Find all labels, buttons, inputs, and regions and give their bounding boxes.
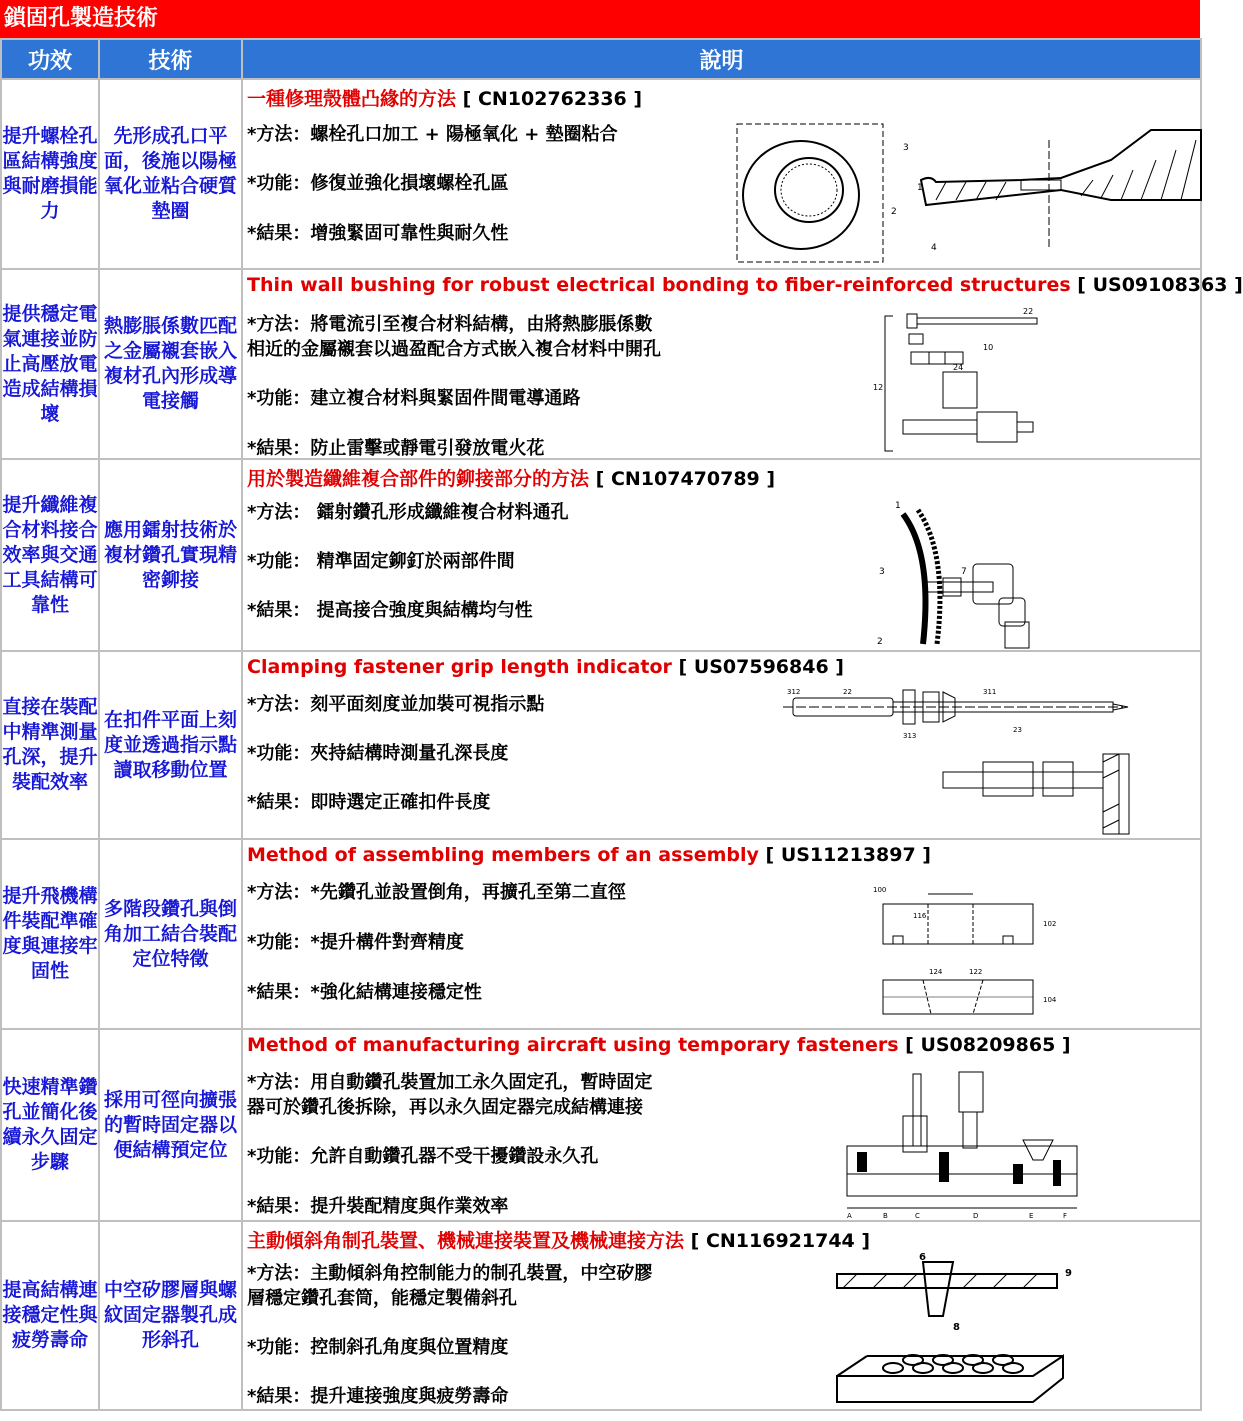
method-text: *方法：主動傾斜角控制能力的制孔裝置，中空矽膠 <box>247 1263 653 1284</box>
svg-text:B: B <box>883 1212 888 1220</box>
function-text: *功能：控制斜孔角度與位置精度 <box>247 1337 509 1358</box>
table-row <box>1 1029 1201 1221</box>
patent-figure <box>843 1064 1099 1218</box>
svg-text:3: 3 <box>903 143 909 153</box>
svg-text:2: 2 <box>877 637 883 647</box>
desc-cell <box>242 79 1201 269</box>
table-row <box>1 1221 1201 1410</box>
result-text: *結果：*強化結構連接穩定性 <box>247 982 482 1003</box>
desc-cell <box>242 1029 1201 1221</box>
svg-text:1: 1 <box>917 183 923 193</box>
method-text-cont: 層穩定鑽孔套筒，能穩定製備斜孔 <box>247 1288 517 1309</box>
result-text: *結果：提升裝配精度與作業效率 <box>247 1196 509 1217</box>
patent-title-line <box>247 84 1200 111</box>
patent-table <box>0 38 1243 1411</box>
desc-cell <box>242 459 1201 651</box>
svg-text:22: 22 <box>843 688 852 696</box>
svg-text:2: 2 <box>891 207 897 217</box>
table-row <box>1 839 1201 1029</box>
svg-text:A: A <box>847 1212 852 1220</box>
svg-text:6: 6 <box>919 1252 926 1263</box>
desc-cell <box>242 269 1243 459</box>
svg-text:313: 313 <box>903 732 917 740</box>
tech-cell: 多階段鑽孔與倒角加工結合裝配定位特徵 <box>99 839 242 1029</box>
patent-figure <box>833 1252 1083 1409</box>
patent-number: [ US11213897 ] <box>765 844 931 866</box>
patent-number: [ US07596846 ] <box>678 656 844 678</box>
svg-text:124: 124 <box>929 968 943 976</box>
method-text: *方法：將電流引至複合材料結構，由將熱膨脹係數 <box>247 314 653 335</box>
svg-text:9: 9 <box>1065 1268 1072 1279</box>
table-row <box>1 269 1201 459</box>
svg-text:8: 8 <box>953 1322 960 1333</box>
patent-figure <box>873 494 1053 649</box>
svg-text:104: 104 <box>1043 996 1057 1004</box>
patent-title-line <box>247 844 1200 866</box>
function-text: *功能： 精準固定鉚釘於兩部件間 <box>247 551 515 572</box>
svg-text:F: F <box>1063 1212 1068 1220</box>
function-text: *功能：夾持結構時測量孔深長度 <box>247 743 509 764</box>
patent-figure <box>783 682 1201 837</box>
table-row <box>1 651 1201 839</box>
tech-cell: 在扣件平面上刻度並透過指示點讀取移動位置 <box>99 651 242 839</box>
patent-figure <box>873 306 1053 456</box>
result-text: *結果：即時選定正確扣件長度 <box>247 792 491 813</box>
svg-text:312: 312 <box>787 688 801 696</box>
effect-cell: 提升纖維複合材料接合效率與交通工具結構可靠性 <box>1 459 99 651</box>
tech-cell: 熱膨脹係數匹配之金屬襯套嵌入複材孔內形成導電接觸 <box>99 269 242 459</box>
header-desc: 說明 <box>242 39 1201 79</box>
patent-title-line <box>247 656 1200 678</box>
patent-title-line <box>247 464 1200 491</box>
svg-text:12: 12 <box>873 383 884 392</box>
patent-figure <box>873 874 1073 1028</box>
svg-text:1: 1 <box>895 501 901 511</box>
patent-title: 主動傾斜角制孔裝置、機械連接裝置及機械連接方法 <box>247 1230 685 1252</box>
method-text: *方法： 鐳射鑽孔形成纖維複合材料通孔 <box>247 502 569 523</box>
method-text: *方法：刻平面刻度並加裝可視指示點 <box>247 694 545 715</box>
svg-text:116: 116 <box>913 912 927 920</box>
desc-cell <box>242 839 1201 1029</box>
svg-text:10: 10 <box>983 343 994 352</box>
effect-cell: 提高結構連接穩定性與疲勞壽命 <box>1 1221 99 1410</box>
svg-text:D: D <box>973 1212 979 1220</box>
table-row <box>1 459 1201 651</box>
svg-text:4: 4 <box>931 243 937 253</box>
svg-text:3: 3 <box>879 567 885 577</box>
page-title: 鎖固孔製造技術 <box>0 0 1200 38</box>
svg-text:C: C <box>915 1212 920 1220</box>
patent-title: Method of assembling members of an assembly <box>247 844 759 866</box>
patent-title: Method of manufacturing aircraft using temporary fasteners <box>247 1034 899 1056</box>
patent-number: [ CN116921744 ] <box>690 1230 871 1252</box>
svg-text:E: E <box>1029 1212 1034 1220</box>
patent-title-line <box>247 274 1243 296</box>
svg-text:23: 23 <box>1013 726 1022 734</box>
patent-number: [ US08209865 ] <box>905 1034 1071 1056</box>
method-text: *方法：用自動鑽孔裝置加工永久固定孔，暫時固定 <box>247 1072 653 1093</box>
svg-text:100: 100 <box>873 886 887 894</box>
function-text: *功能：*提升構件對齊精度 <box>247 932 464 953</box>
result-text: *結果：防止雷擊或靜電引發放電火花 <box>247 438 545 459</box>
function-text: *功能：允許自動鑽孔器不受干擾鑽設永久孔 <box>247 1146 599 1167</box>
desc-cell <box>242 1221 1201 1410</box>
function-text: *功能：建立複合材料與緊固件間電導通路 <box>247 388 581 409</box>
effect-cell: 快速精準鑽孔並簡化後續永久固定步驟 <box>1 1029 99 1221</box>
patent-title: 一種修理殼體凸緣的方法 <box>247 88 457 110</box>
patent-number: [ CN107470789 ] <box>595 468 776 490</box>
patent-title: Clamping fastener grip length indicator <box>247 656 672 678</box>
method-text: *方法：*先鑽孔並設置倒角，再擴孔至第二直徑 <box>247 882 626 903</box>
result-text: *結果： 提高接合強度與結構均勻性 <box>247 600 533 621</box>
table-row <box>1 79 1201 269</box>
table-header-row <box>1 39 1201 79</box>
header-tech: 技術 <box>99 39 242 79</box>
svg-text:311: 311 <box>983 688 997 696</box>
patent-title: 用於製造纖維複合部件的鉚接部分的方法 <box>247 468 590 490</box>
tech-cell: 先形成孔口平面，後施以陽極氧化並粘合硬質墊圈 <box>99 79 242 269</box>
method-text-cont: 器可於鑽孔後拆除，再以永久固定器完成結構連接 <box>247 1097 643 1118</box>
svg-text:22: 22 <box>1023 307 1034 316</box>
result-text: *結果：提升連接強度與疲勞壽命 <box>247 1386 509 1407</box>
patent-title-line <box>247 1034 1200 1056</box>
svg-text:102: 102 <box>1043 920 1057 928</box>
effect-cell: 提供穩定電氣連接並防止高壓放電造成結構損壞 <box>1 269 99 459</box>
method-text-cont: 相近的金屬襯套以過盈配合方式嵌入複合材料中開孔 <box>247 339 661 360</box>
effect-cell: 直接在裝配中精準測量孔深，提升裝配效率 <box>1 651 99 839</box>
tech-cell: 中空矽膠層與螺紋固定器製孔成形斜孔 <box>99 1221 242 1410</box>
header-effect: 功效 <box>1 39 99 79</box>
svg-text:24: 24 <box>953 363 964 372</box>
effect-cell: 提升飛機構件裝配準確度與連接牢固性 <box>1 839 99 1029</box>
patent-title: Thin wall bushing for robust electrical bonding to fiber-reinforced structures <box>247 274 1071 296</box>
tech-cell: 採用可徑向擴張的暫時固定器以便結構預定位 <box>99 1029 242 1221</box>
patent-figure <box>731 120 1201 268</box>
patent-number: [ US09108363 ] <box>1077 274 1243 296</box>
patent-title-line <box>247 1226 1200 1253</box>
result-text: *結果：增強緊固可靠性與耐久性 <box>247 223 509 244</box>
tech-cell: 應用鐳射技術於複材鑽孔實現精密鉚接 <box>99 459 242 651</box>
svg-text:122: 122 <box>969 968 983 976</box>
effect-cell: 提升螺栓孔區結構強度與耐磨損能力 <box>1 79 99 269</box>
desc-cell <box>242 651 1201 839</box>
patent-number: [ CN102762336 ] <box>462 88 643 110</box>
svg-text:7: 7 <box>961 567 967 577</box>
function-text: *功能：修復並強化損壞螺栓孔區 <box>247 173 509 194</box>
method-text: *方法：螺栓孔口加工 + 陽極氧化 + 墊圈粘合 <box>247 124 618 145</box>
